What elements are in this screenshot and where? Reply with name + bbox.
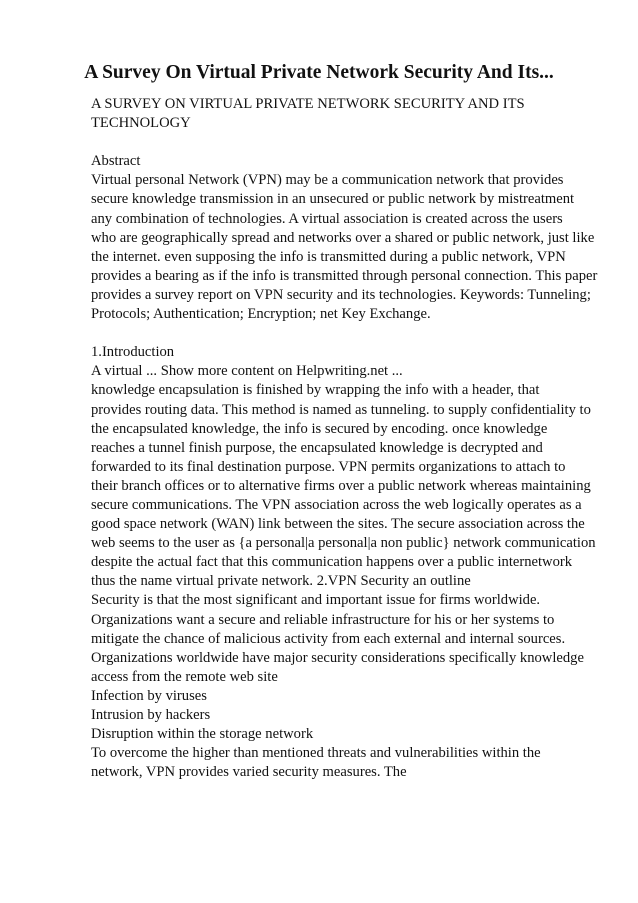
abstract-line: the internet. even supposing the info is transmitted during a public network, VPN xyxy=(91,248,566,265)
abstract-line: provides a survey report on VPN security and its technologies. Keywords: Tunneling; xyxy=(91,286,591,303)
abstract-line: any combination of technologies. A virtual association is created across the users xyxy=(91,210,563,227)
intro-paragraph xyxy=(91,362,626,782)
document-body xyxy=(91,95,626,782)
intro-line: reaches a tunnel finish purpose, the encapsulated knowledge is decrypted and xyxy=(91,439,543,456)
intro-line: Intrusion by hackers xyxy=(91,707,211,723)
paragraph-spacer xyxy=(91,133,626,152)
subtitle-line: TECHNOLOGY xyxy=(91,115,191,132)
abstract-line: provides a bearing as if the info is transmitted through personal connection. This paper xyxy=(91,267,598,284)
intro-line: forwarded to its final destination purpose. VPN permits organizations to attach to xyxy=(91,458,566,475)
intro-line: good space network (WAN) link between the sites. The secure association across the xyxy=(91,516,585,533)
intro-line: their branch offices or to alternative firms over a public network whereas maintaining xyxy=(91,477,591,494)
intro-line: the encapsulated knowledge, the info is secured by encoding. once knowledge xyxy=(91,420,548,437)
paragraph-spacer xyxy=(91,324,626,343)
intro-line: access from the remote web site xyxy=(91,668,278,685)
intro-line: network, VPN provides varied security measures. The xyxy=(91,764,407,781)
intro-line: A virtual ... Show more content on Helpwriting.net ... xyxy=(91,363,403,380)
intro-line: Infection by viruses xyxy=(91,687,207,704)
intro-line: Security is that the most significant and important issue for firms worldwide. xyxy=(91,592,541,609)
intro-heading: 1.Introduction xyxy=(91,344,175,361)
intro-line: thus the name virtual private network. 2.VPN Security an outline xyxy=(91,573,471,590)
abstract-line: who are geographically spread and networks over a shared or public network, just like xyxy=(91,229,595,246)
intro-line: despite the actual fact that this communication happens over a public internetwork xyxy=(91,554,573,571)
document-title: A Survey On Virtual Private Network Security And Its... xyxy=(84,62,554,83)
subtitle-block xyxy=(91,95,626,133)
intro-line: Organizations worldwide have major security considerations specifically knowledge xyxy=(91,649,584,666)
intro-line: To overcome the higher than mentioned threats and vulnerabilities within the xyxy=(91,745,541,762)
abstract-line: Virtual personal Network (VPN) may be a communication network that provides xyxy=(91,172,564,189)
intro-line: mitigate the chance of malicious activity from each external and internal sources. xyxy=(91,630,566,647)
abstract-line: secure knowledge transmission in an unsecured or public network by mistreatment xyxy=(91,191,575,208)
abstract-paragraph xyxy=(91,171,626,324)
abstract-line: Protocols; Authentication; Encryption; net Key Exchange. xyxy=(91,306,431,323)
intro-line: Disruption within the storage network xyxy=(91,726,314,743)
intro-line: provides routing data. This method is named as tunneling. to supply confidentiality to xyxy=(91,401,591,418)
intro-line: Organizations want a secure and reliable infrastructure for his or her systems to xyxy=(91,611,555,628)
intro-line: web seems to the user as {a personal|a personal|a non public} network communication xyxy=(91,535,596,552)
intro-line: knowledge encapsulation is finished by wrapping the info with a header, that xyxy=(91,382,540,399)
abstract-heading: Abstract xyxy=(91,153,141,170)
subtitle-line: A SURVEY ON VIRTUAL PRIVATE NETWORK SECURITY AND ITS xyxy=(91,96,525,112)
intro-line: secure communications. The VPN association across the web logically operates as a xyxy=(91,496,582,513)
